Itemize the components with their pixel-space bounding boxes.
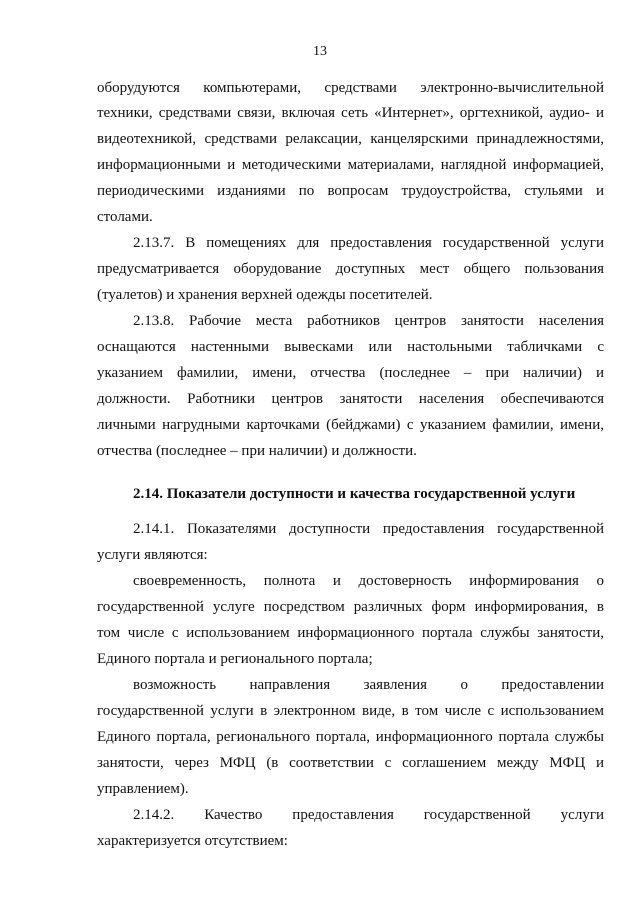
text-line: своевременность, полнота и достоверность информирования о (133, 573, 604, 589)
text-line: том числе с использованием информационного портала службы занятости, (97, 625, 604, 641)
text-line: должности. Работники центров занятости населения обеспечиваются (97, 391, 604, 407)
text-line: характеризуется отсутствием: (97, 833, 288, 849)
text-line: периодическими изданиями по вопросам трудоустройства, стульями и (97, 183, 604, 199)
text-line: управлением). (97, 781, 189, 797)
text-line: (туалетов) и хранения верхней одежды посетителей. (97, 287, 433, 303)
text-line: видеотехникой, средствами релаксации, канцелярскими принадлежностями, (97, 131, 604, 147)
text-line: 2.14.1. Показателями доступности предоставления государственной (133, 521, 604, 537)
text-line: оборудуются компьютерами, средствами электронно-вычислительной (97, 80, 604, 96)
text-line: техники, средствами связи, включая сеть «Интернет», оргтехникой, аудио- и (97, 105, 604, 121)
text-line: 2.14.2. Качество предоставления государственной услуги (133, 807, 604, 823)
text-line: занятости, через МФЦ (в соответствии с соглашением между МФЦ и (97, 755, 604, 771)
text-line: возможность направления заявления о предоставлении (133, 677, 604, 693)
text-line: оснащаются настенными вывесками или настольными табличками с (97, 339, 604, 355)
text-line: Единого портала и регионального портала; (97, 651, 373, 667)
section-heading: 2.14. Показатели доступности и качества государственной услуги (133, 486, 576, 502)
text-line: предусматривается оборудование доступных мест общего пользования (97, 261, 604, 277)
text-line: 2.13.7. В помещениях для предоставления государственной услуги (133, 235, 604, 251)
text-line: Единого портала, регионального портала, информационного портала службы (97, 729, 604, 745)
text-line: отчества (последнее – при наличии) и должности. (97, 443, 417, 459)
text-line: указанием фамилии, имени, отчества (последнее – при наличии) и (97, 365, 604, 381)
text-line: личными нагрудными карточками (бейджами) с указанием фамилии, имени, (97, 417, 604, 433)
text-line: государственной услуги в электронном виде, в том числе с использованием (97, 703, 604, 719)
text-line: государственной услуге посредством различных форм информирования, в (97, 599, 604, 615)
text-line: 2.13.8. Рабочие места работников центров занятости населения (133, 313, 604, 329)
text-line: услуги являются: (97, 547, 208, 563)
text-line: столами. (97, 209, 153, 225)
page-number: 13 (313, 44, 327, 59)
text-line: информационными и методическими материалами, наглядной информацией, (97, 157, 604, 173)
